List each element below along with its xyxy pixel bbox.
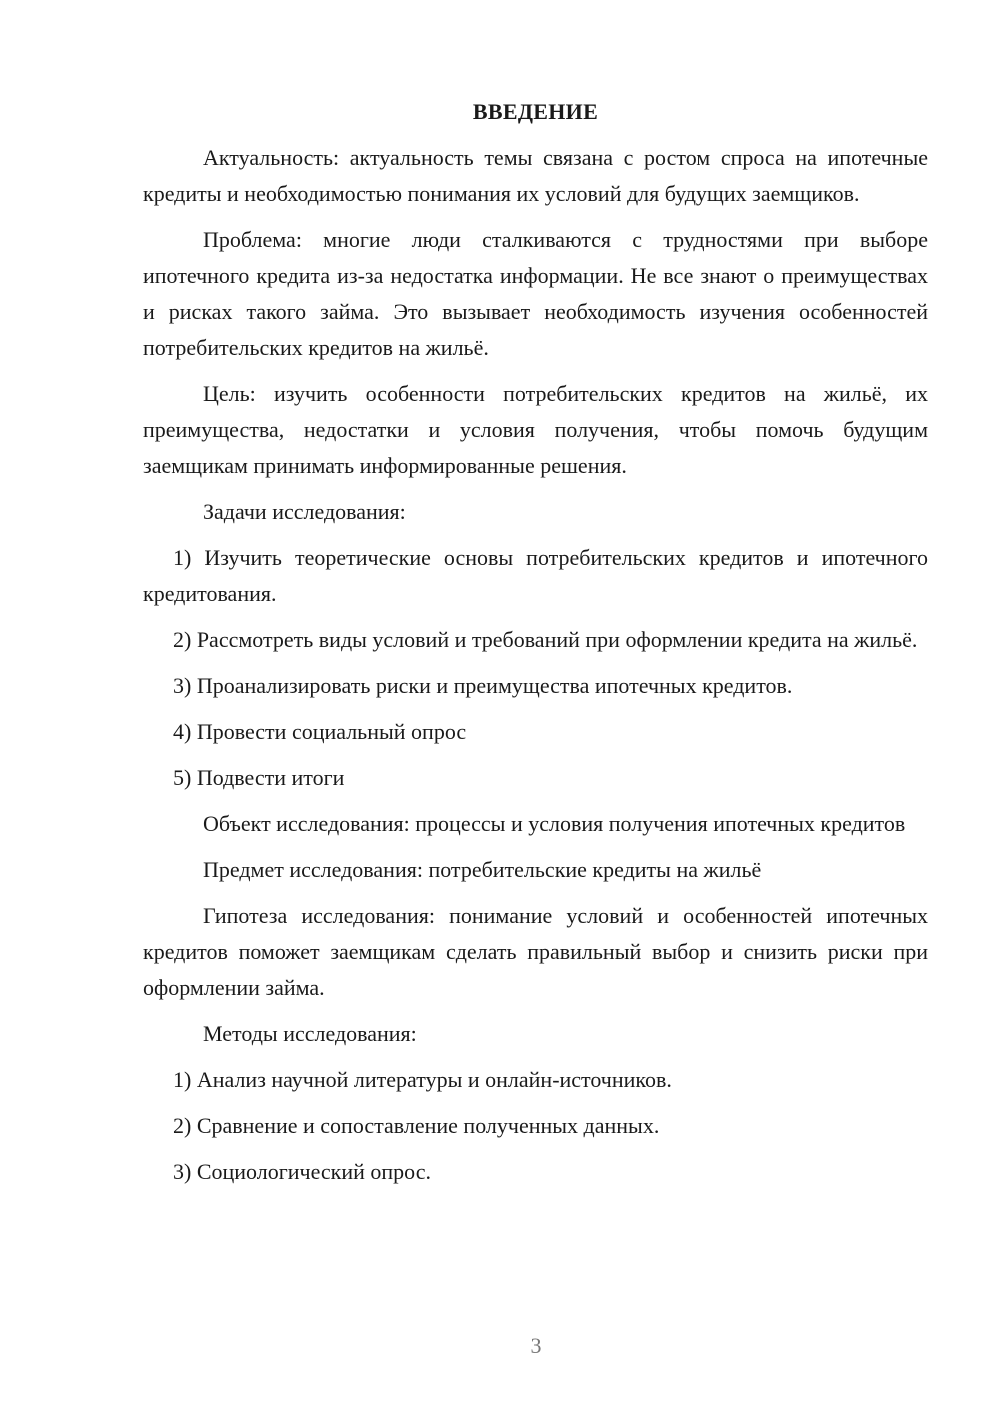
problem-paragraph: Проблема: многие люди сталкиваются с трудностями при выборе ипотечного кредита из-за недостатка информации. Не все знают о преимуществах и рисках такого займа. Это вызывает необходимость изучения особенностей потребительских кредитов на жильё.: [143, 227, 928, 360]
method-item: 3) Социологический опрос.: [173, 1159, 431, 1184]
tasks-heading: Задачи исследования:: [203, 499, 406, 524]
method-item: 1) Анализ научной литературы и онлайн-источников.: [173, 1067, 672, 1092]
goal-paragraph: Цель: изучить особенности потребительских кредитов на жильё, их преимущества, недостатки и условия получения, чтобы помочь будущим заемщикам принимать информированные решения.: [143, 381, 928, 478]
task-item: 5) Подвести итоги: [173, 765, 345, 790]
section-title: ВВЕДЕНИЕ: [472, 99, 599, 124]
task-item: 3) Проанализировать риски и преимущества ипотечных кредитов.: [173, 673, 793, 698]
page-number: 3: [530, 1333, 542, 1358]
subject-paragraph: Предмет исследования: потребительские кредиты на жильё: [203, 857, 762, 882]
object-paragraph: Объект исследования: процессы и условия получения ипотечных кредитов: [203, 811, 906, 836]
hypothesis-paragraph: Гипотеза исследования: понимание условий и особенностей ипотечных кредитов поможет заемщикам сделать правильный выбор и снизить риски при оформлении займа.: [143, 903, 928, 1000]
methods-heading: Методы исследования:: [203, 1021, 417, 1046]
task-item: 2) Рассмотреть виды условий и требований при оформлении кредита на жильё.: [173, 627, 918, 652]
relevance-paragraph: Актуальность: актуальность темы связана с ростом спроса на ипотечные кредиты и необходимостью понимания их условий для будущих заемщиков.: [143, 145, 928, 206]
task-item: 4) Провести социальный опрос: [173, 719, 467, 744]
document-body: [143, 94, 928, 1200]
method-item: 2) Сравнение и сопоставление полученных данных.: [173, 1113, 660, 1138]
task-item: 1) Изучить теоретические основы потребительских кредитов и ипотечного кредитования.: [143, 545, 928, 606]
